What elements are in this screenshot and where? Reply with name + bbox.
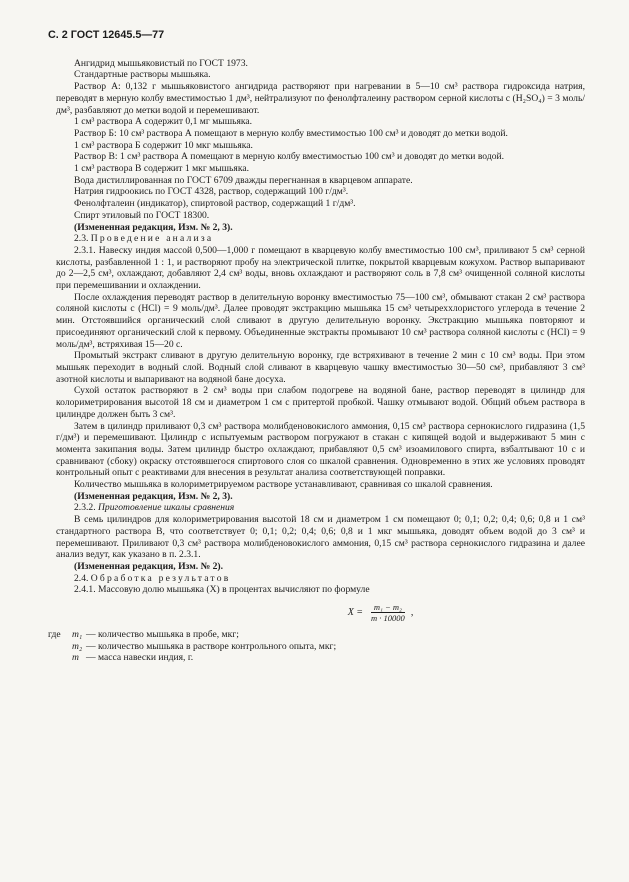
paragraph: Раствор В: 1 см³ раствора А помещают в мерную колбу вместимостью 100 см³ и доводят до метки водой. [74, 151, 505, 163]
legend-prefix [48, 652, 72, 664]
paragraph: Промытый экстракт сливают в другую делительную воронку, где встряхивают в течение 2 мин с 10 см³ воды. При этом мышьяк переходит в водный слой. Водный слой сливают в кварцевую чашку вместимостью 30—50 см³, прибавляют 3 см³ азотной кислоты и выпаривают на водяной бане досуха. [56, 350, 585, 385]
section-number: 2.3. [74, 233, 89, 245]
section-title: Обработка результатов [90, 572, 231, 584]
edit-note: (Измененная редакция, Изм. № 2, 3). [74, 490, 233, 502]
paragraph: Вода дистиллированная по ГОСТ 6709 дважды перегнанная в кварцевом аппарате. [74, 174, 413, 186]
legend-text: — количество мышьяка в растворе контрольного опыта, мкг; [86, 640, 337, 652]
paragraph: Раствор А: 0,132 г мышьяковистого ангидрида растворяют при нагревании в 5—10 см³ раствора гидроксида натрия, переводят в мерную колбу вместимостью 1 дм³, нейтрализуют по фенолфталеину раствором серной кислоты с (H₂SO₄) = 3 моль/дм³, разбавляют до метки водой и перемешивают. [56, 81, 585, 116]
formula-denominator: m · 10000 [371, 613, 405, 624]
paragraph: Количество мышьяка в колориметрируемом растворе устанавливают, сравнивая со шкалой сравнения. [74, 479, 493, 491]
formula-legend [48, 629, 585, 664]
paragraph-2-4-1: 2.4.1. Массовую долю мышьяка (X) в процентах вычисляют по формуле [74, 584, 370, 596]
paragraph: 1 см³ раствора В содержит 1 мкг мышьяка. [74, 163, 250, 175]
paragraph: После охлаждения переводят раствор в делительную воронку вместимостью 75—100 см³, обмывают стакан 2 см³ раствора соляной кислоты с (HCl) = 9 моль/дм³. Далее проводят экстракцию мышьяка 15 см³ четыреххлористого углерода в течение 2 мин. Отстоявшийся органический слой сливают в другую делительную воронку. Экстракцию мышьяка повторяют и присоединяют органический слой к первому. Объединенные экстракты промывают 10 см³ раствора соляной кислоты с (HCl) = 9 моль/дм³, встряхивая 15—20 с. [56, 291, 585, 350]
paragraph: Стандартные растворы мышьяка. [74, 69, 211, 81]
section-title: Приготовление шкалы сравнения [98, 502, 235, 514]
legend-text: — масса навески индия, г. [86, 652, 194, 664]
formula [176, 602, 585, 623]
paragraph-2-3-1: 2.3.1. Навеску индия массой 0,500—1,000 г помещают в кварцевую колбу вместимостью 100 см³, приливают 5 см³ серной кислоты, разбавленной 1 : 1, и растворяют пробу на электрической плитке, покрытой кварцевым кожухом. Раствор выпаривают до 2—2,5 см³, охлаждают, добавляют 2,4 см³ воды, вновь охлаждают и растворяют соль в 7,8 см³ очищенной соляной кислоты при перемешивании и охлаждении. [56, 244, 585, 292]
formula-numerator: m₁ − m₂ [371, 602, 405, 613]
legend-symbol: m₂ [72, 640, 83, 652]
section-heading-2-3 [56, 233, 585, 245]
paragraph: Фенолфталеин (индикатор), спиртовой раствор, содержащий 1 г/дм³. [74, 198, 356, 210]
edit-note: (Измененная редакция, Изм. № 2). [74, 560, 224, 572]
legend-symbol: m₁ [72, 629, 83, 641]
paragraph: Сухой остаток растворяют в 2 см³ воды при слабом подогреве на водяной бане, раствор переводят в цилиндр для колориметрирования высотой 18 см и диаметром 1 см с притертой пробкой. Чашку отмывают водой. Общий объем раствора в цилиндре должен быть 3 см³. [56, 385, 585, 420]
formula-lhs: X = [347, 606, 364, 618]
legend-prefix [48, 641, 72, 653]
paragraph: 1 см³ раствора Б содержит 10 мкг мышьяка. [74, 139, 253, 151]
paragraph: Затем в цилиндр приливают 0,3 см³ раствора молибденовокислого аммония, 0,15 см³ раствора сернокислого гидразина (1,5 г/дм³) и перемешивают. Цилиндр с испытуемым раствором погружают в стакан с кипящей водой и выдерживают 5 мин с момента закипания воды. Затем цилиндр быстро охлаждают, прибавляют 0,5 см³ изоамилового спирта, взбалтывают 10 с и сравнивают (сбоку) окраску отстоявшегося спиртового слоя со шкалой сравнения. Одновременно в этих же условиях проводят контрольный опыт с реактивами для внесения в результат анализа соответствующей поправки. [56, 420, 585, 479]
section-heading-2-4 [56, 573, 585, 585]
section-heading-2-3-2 [56, 502, 585, 514]
legend-symbol: m [72, 652, 79, 664]
paragraph: Спирт этиловый по ГОСТ 18300. [74, 209, 210, 221]
paragraph: 1 см³ раствора А содержит 0,1 мг мышьяка. [74, 116, 253, 128]
section-title: Проведение анализа [90, 233, 214, 245]
formula-tail: , [410, 606, 414, 618]
section-number: 2.3.2. [74, 502, 96, 514]
formula-fraction [368, 602, 408, 623]
legend-row [56, 652, 585, 664]
paragraph-2-3-2: В семь цилиндров для колориметрирования высотой 18 см и диаметром 1 см помещают 0; 0,1; 0,2; 0,4; 0,6; 0,8 и 1 см³ стандартного раствора В, что соответствует 0; 0,1; 0,2; 0,4; 0,6; 0,8 и 1 мкг мышьяка, доводят объем водой до 3 см³ и перемешивают. Приливают 0,3 см³ раствора молибденовокислого аммония, 0,15 см³ раствора сернокислого гидразина и далее анализ ведут, как указано в п. 2.3.1. [56, 514, 585, 561]
legend-row [56, 641, 585, 653]
section-number: 2.4. [74, 572, 89, 584]
legend-prefix: где [48, 629, 61, 641]
paragraph: Натрия гидроокись по ГОСТ 4328, раствор, содержащий 100 г/дм³. [74, 186, 349, 198]
paragraph: Ангидрид мышьяковистый по ГОСТ 1973. [74, 57, 248, 69]
paragraph: Раствор Б: 10 см³ раствора А помещают в мерную колбу вместимостью 100 см³ и доводят до метки водой. [74, 127, 508, 139]
legend-row [48, 629, 585, 641]
page-header: С. 2 ГОСТ 12645.5—77 [48, 29, 165, 41]
edit-note: (Измененная редакция, Изм. № 2, 3). [74, 221, 233, 233]
legend-text: — количество мышьяка в пробе, мкг; [86, 629, 239, 641]
